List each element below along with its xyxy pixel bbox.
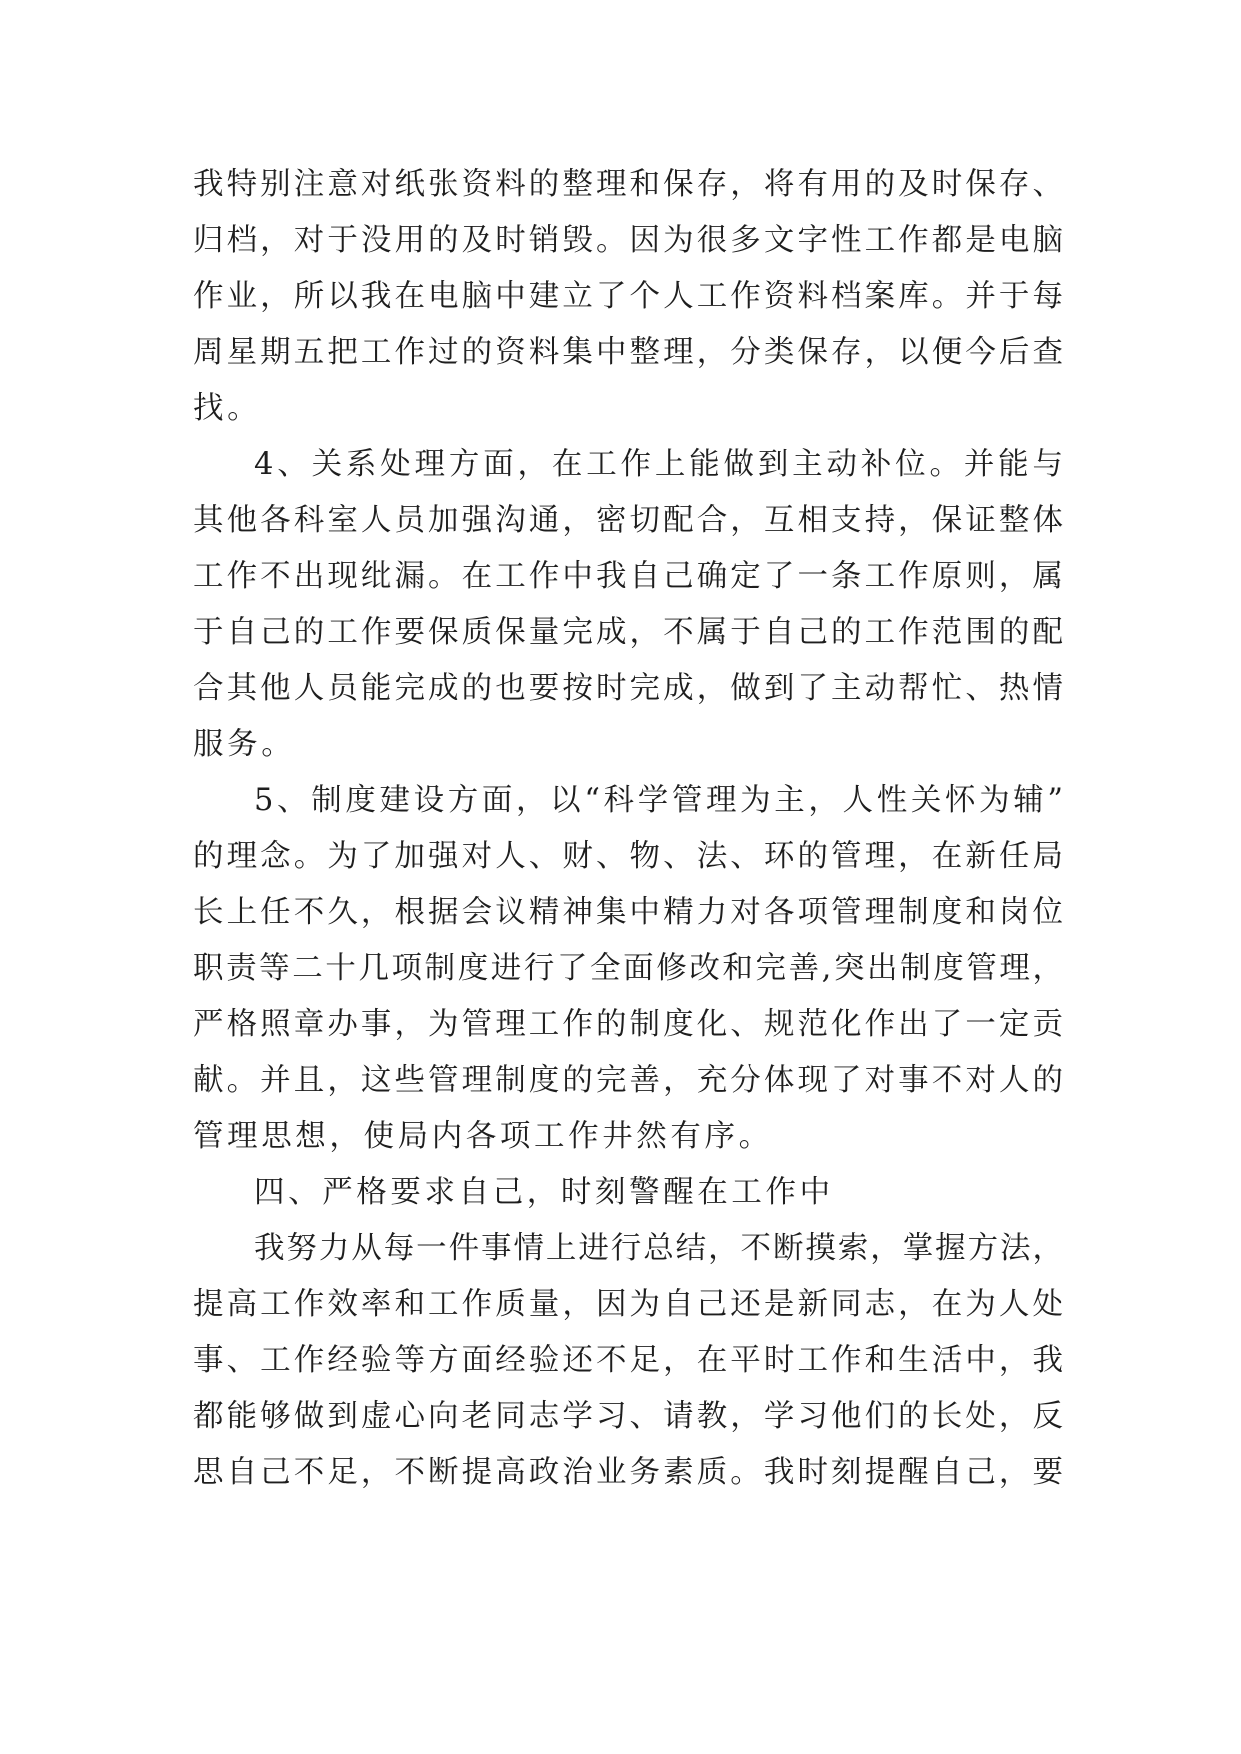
section-heading: 四、严格要求自己，时刻警醒在工作中 xyxy=(254,1175,834,1210)
text-line: 其他各科室人员加强沟通，密切配合，互相支持，保证整体 xyxy=(193,503,1063,538)
text-line: 长上任不久，根据会议精神集中精力对各项管理制度和岗位 xyxy=(193,895,1063,930)
text-line: 思自己不足，不断提高政治业务素质。我时刻提醒自己，要 xyxy=(193,1455,1063,1490)
paragraph-start-line: 5、制度建设方面，以“科学管理为主，人性关怀为辅” xyxy=(254,783,1063,818)
text-line: 作业，所以我在电脑中建立了个人工作资料档案库。并于每 xyxy=(193,279,1063,314)
text-line: 提高工作效率和工作质量，因为自己还是新同志，在为人处 xyxy=(193,1287,1063,1322)
text-line: 职责等二十几项制度进行了全面修改和完善,突出制度管理， xyxy=(193,951,1063,986)
text-line: 的理念。为了加强对人、财、物、法、环的管理，在新任局 xyxy=(193,839,1063,874)
text-line: 事、工作经验等方面经验还不足，在平时工作和生活中，我 xyxy=(193,1343,1063,1378)
text-line: 周星期五把工作过的资料集中整理，分类保存，以便今后查 xyxy=(193,335,1063,370)
paragraph-start-line: 4、关系处理方面，在工作上能做到主动补位。并能与 xyxy=(254,447,1063,482)
text-line: 合其他人员能完成的也要按时完成，做到了主动帮忙、热情 xyxy=(193,671,1063,706)
paragraph-start-line: 我努力从每一件事情上进行总结，不断摸索，掌握方法， xyxy=(254,1231,1063,1266)
text-line: 献。并且，这些管理制度的完善，充分体现了对事不对人的 xyxy=(193,1063,1063,1098)
text-line: 我特别注意对纸张资料的整理和保存，将有用的及时保存、 xyxy=(193,167,1063,202)
text-line: 严格照章办事，为管理工作的制度化、规范化作出了一定贡 xyxy=(193,1007,1063,1042)
text-line: 找。 xyxy=(193,391,262,426)
text-line: 归档，对于没用的及时销毁。因为很多文字性工作都是电脑 xyxy=(193,223,1063,258)
text-line: 工作不出现纰漏。在工作中我自己确定了一条工作原则，属 xyxy=(193,559,1063,594)
text-line: 管理思想，使局内各项工作井然有序。 xyxy=(193,1119,773,1154)
text-line: 都能够做到虚心向老同志学习、请教，学习他们的长处，反 xyxy=(193,1399,1063,1434)
text-line: 于自己的工作要保质保量完成，不属于自己的工作范围的配 xyxy=(193,615,1063,650)
text-line: 服务。 xyxy=(193,727,296,762)
